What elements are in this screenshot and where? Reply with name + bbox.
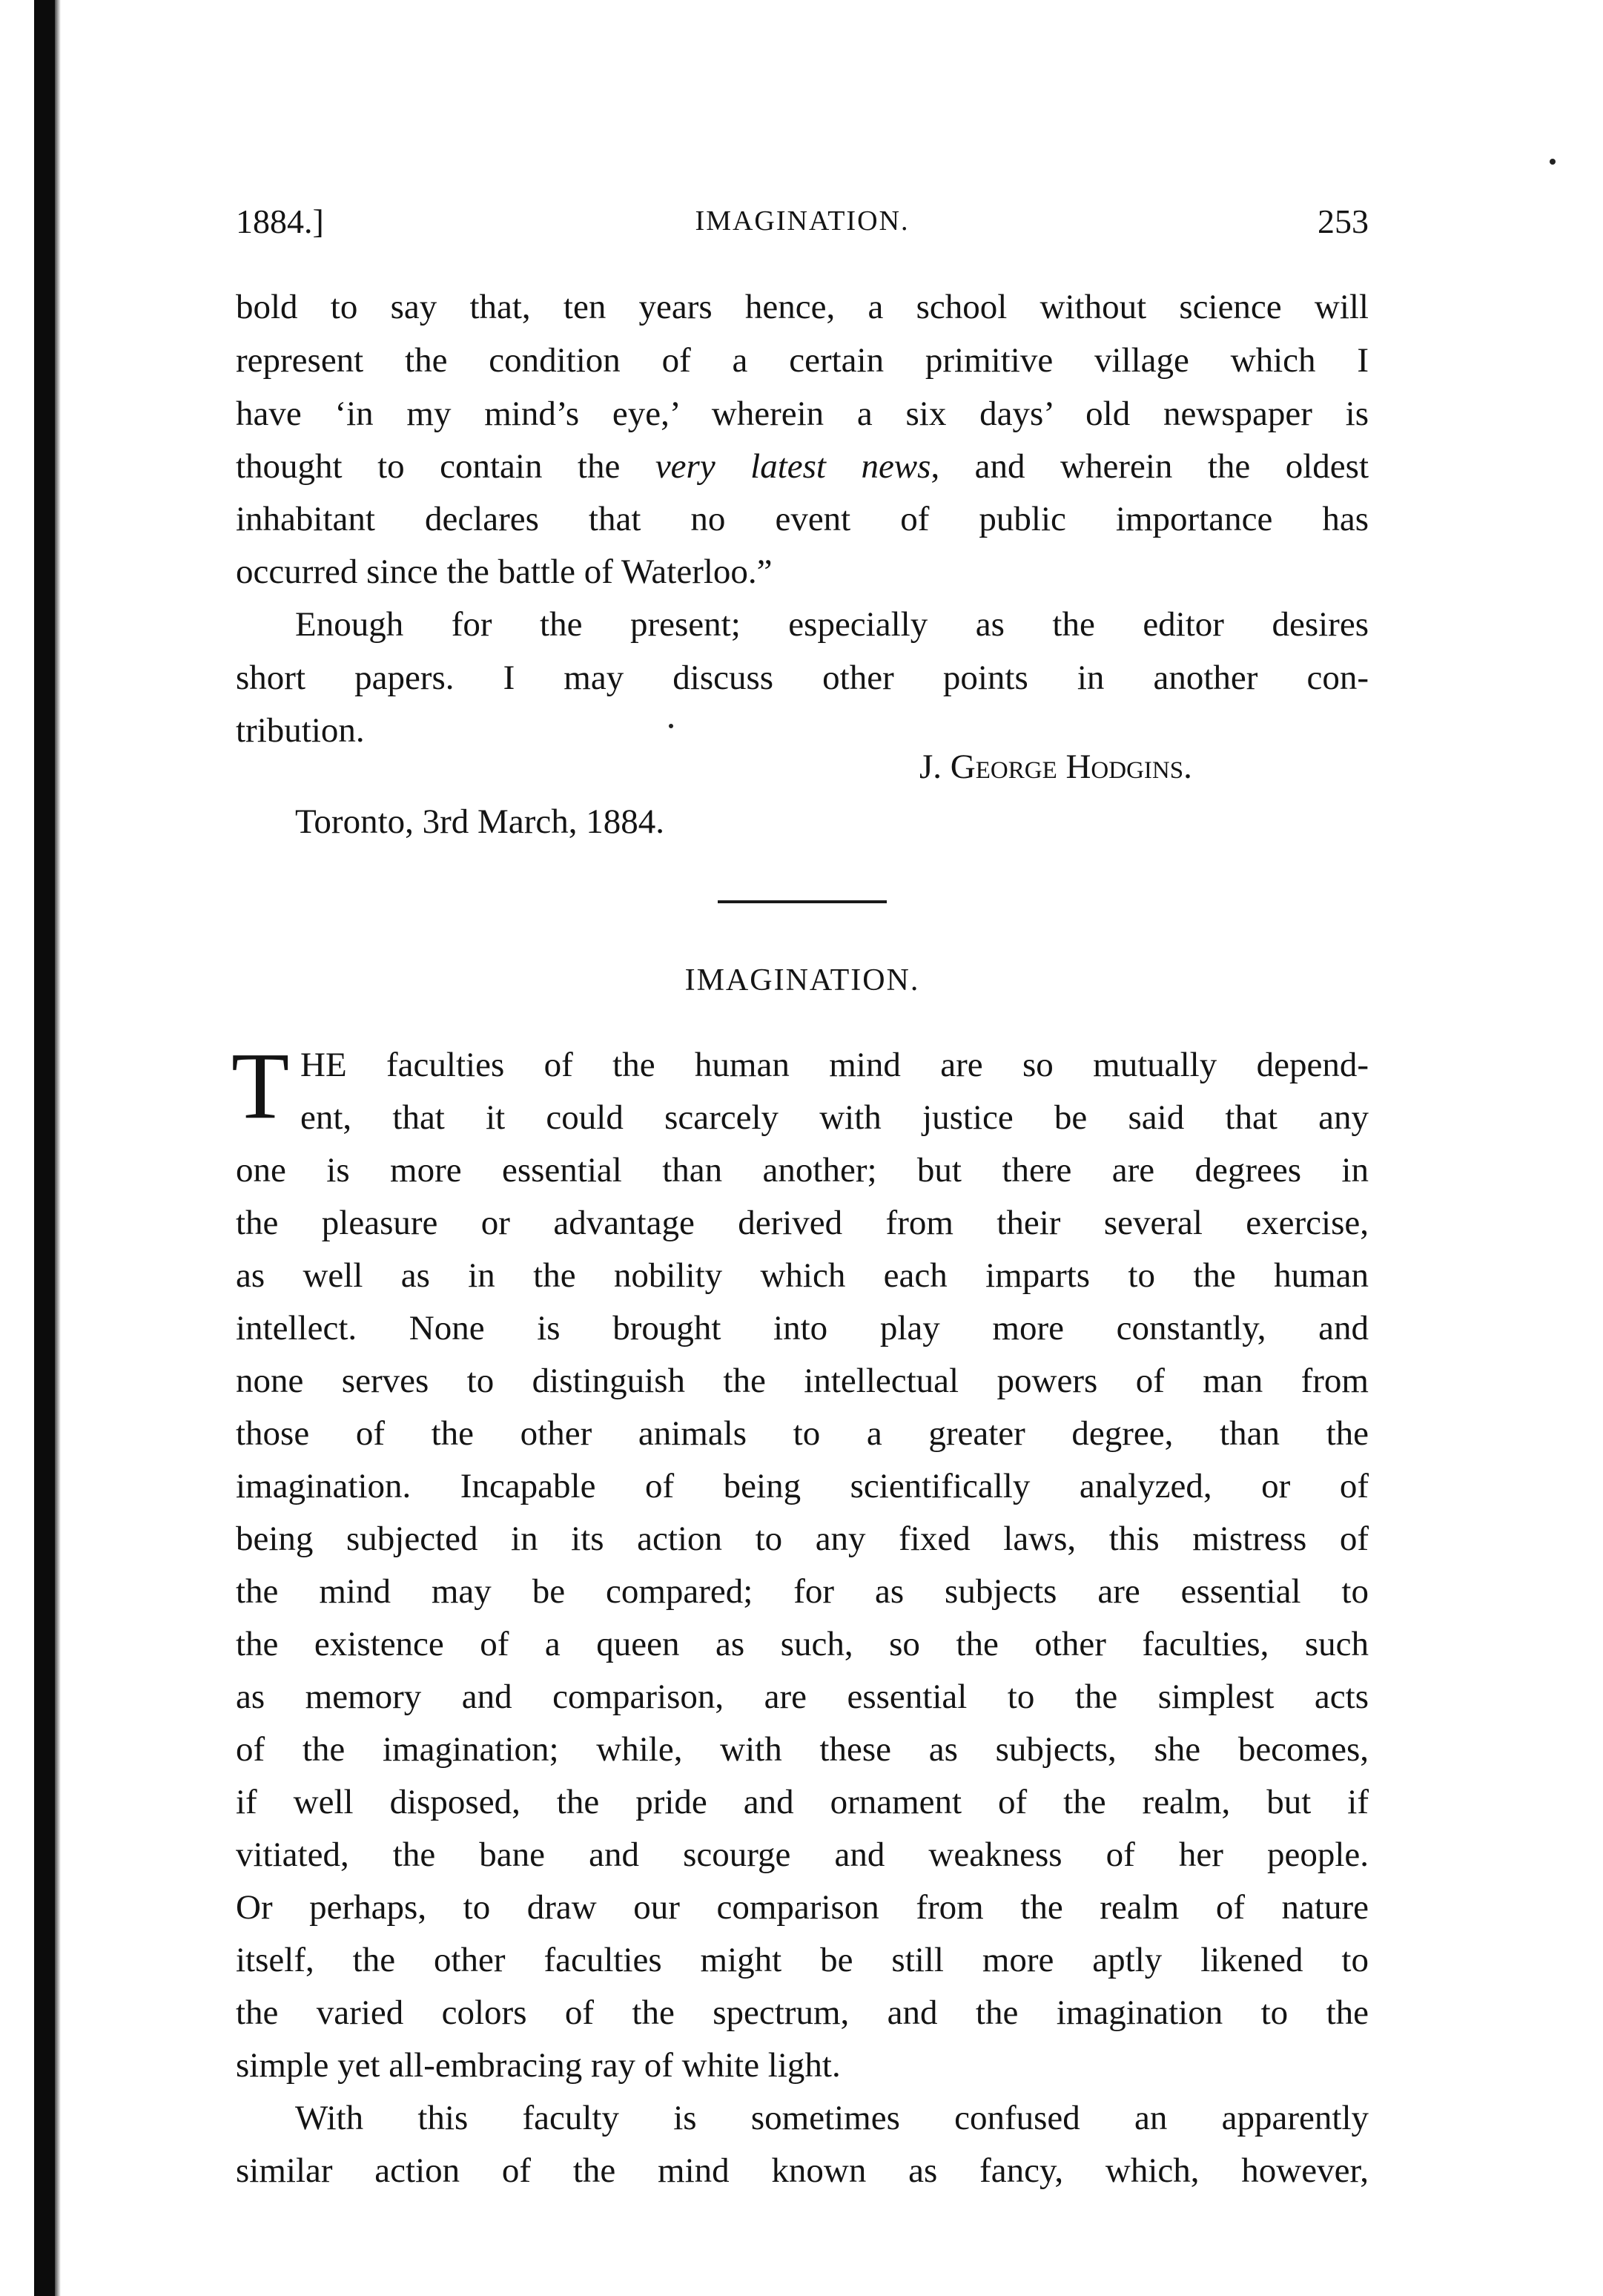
text-line: With this faculty is sometimes confused an apparently: [295, 2099, 1369, 2137]
text-line: Or perhaps, to draw our comparison from the realm of nature: [236, 1888, 1369, 1927]
text-line: none serves to distinguish the intellectual powers of man from: [236, 1362, 1369, 1400]
dateline: Toronto, 3rd March, 1884.: [295, 802, 664, 841]
text-line: of the imagination; while, with these as subjects, she becomes,: [236, 1730, 1369, 1769]
text-line: the existence of a queen as such, so the other faculties, such: [236, 1625, 1369, 1663]
running-header: [236, 202, 1369, 254]
text-line: the varied colors of the spectrum, and the imagination to the: [236, 1993, 1369, 2032]
text-line: those of the other animals to a greater degree, than the: [236, 1414, 1369, 1453]
header-year: 1884.]: [236, 202, 324, 240]
text-line: imagination. Incapable of being scientifically analyzed, or of: [236, 1467, 1369, 1505]
text-line: [236, 444, 1369, 489]
running-title: IMAGINATION.: [695, 205, 910, 237]
text-line: Enough for the present; especially as the editor desires: [295, 605, 1369, 644]
text-segment: thought to contain the: [236, 447, 655, 486]
print-speck: [1550, 159, 1556, 165]
binding-edge: [34, 0, 55, 2296]
text-line: occurred since the battle of Waterloo.”: [236, 552, 773, 591]
binding-shadow: [55, 0, 61, 2296]
text-line: intellect. None is brought into play more constantly, and: [236, 1309, 1369, 1347]
text-line: itself, the other faculties might be still more aptly likened to: [236, 1941, 1369, 1979]
text-line: simple yet all-embracing ray of white light.: [236, 2046, 841, 2085]
italic-phrase: very latest news: [655, 447, 931, 486]
text-line: the pleasure or advantage derived from their several exercise,: [236, 1204, 1369, 1242]
text-line: as well as in the nobility which each imparts to the human: [236, 1256, 1369, 1295]
text-line: bold to say that, ten years hence, a school without science will: [236, 288, 1369, 326]
text-line: have ‘in my mind’s eye,’ wherein a six days’ old newspaper is: [236, 395, 1369, 433]
text-line: represent the condition of a certain primitive village which I: [236, 341, 1369, 380]
text-line: the mind may be compared; for as subjects are essential to: [236, 1572, 1369, 1611]
text-segment: , and wherein the oldest: [931, 447, 1369, 486]
page-number: 253: [1318, 202, 1369, 240]
drop-cap: T: [231, 1033, 290, 1138]
section-divider: [718, 900, 887, 903]
text-line: short papers. I may discuss other points in another con-: [236, 659, 1369, 697]
text-line: as memory and comparison, are essential to the simplest acts: [236, 1678, 1369, 1716]
text-line: being subjected in its action to any fixed laws, this mistress of: [236, 1520, 1369, 1558]
text-line: if well disposed, the pride and ornament of the realm, but if: [236, 1783, 1369, 1821]
text-line: ent, that it could scarcely with justice be said that any: [300, 1098, 1369, 1137]
text-line: similar action of the mind known as fancy, which, however,: [236, 2151, 1369, 2190]
author-signature: J. George Hodgins.: [919, 748, 1192, 786]
article-title: IMAGINATION.: [684, 963, 920, 997]
text-line: HE faculties of the human mind are so mutually depend-: [300, 1046, 1369, 1084]
text-line: vitiated, the bane and scourge and weakness of her people.: [236, 1835, 1369, 1874]
text-line: one is more essential than another; but there are degrees in: [236, 1151, 1369, 1190]
text-line: tribution.: [236, 711, 365, 750]
text-line: inhabitant declares that no event of public importance has: [236, 500, 1369, 538]
